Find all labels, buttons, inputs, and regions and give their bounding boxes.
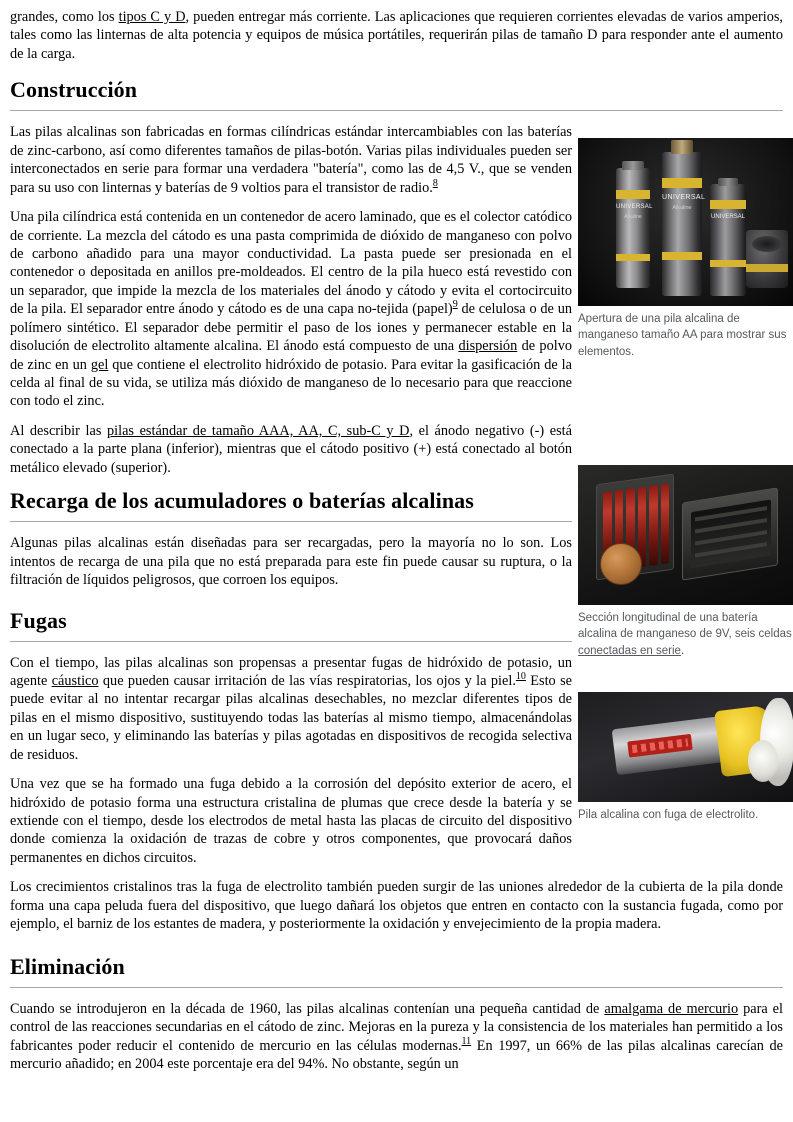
battery-type-label: Alkaline — [624, 214, 642, 220]
reference-marker-10[interactable]: 10 — [515, 671, 526, 683]
paragraph-construccion-3 — [10, 422, 572, 477]
paragraph-text: para el control de las reacciones secundarias en el cátodo de zinc. Mejoras en la pureza y la consistencia de los materiales han permitido a los fabricantes poder reducir el contenido de mercurio en las células modernas. — [10, 1000, 783, 1054]
battery-band-lower — [616, 254, 650, 261]
battery-cap — [622, 161, 644, 170]
battery-label-band — [627, 734, 692, 758]
battery-illustration-2 — [662, 152, 706, 296]
battery-cell — [649, 485, 658, 566]
paragraph-text: grandes, como los — [10, 9, 119, 25]
paragraph-text: que contiene el electrolito hidróxido de potasio. Para evitar la gasificación de la celda al final de su vida, se utiliza más dióxido de manganeso de lo necesario para que reaccione con todo el zinc. — [10, 356, 572, 410]
section-heading-eliminacion — [10, 954, 783, 988]
battery-band-lower — [662, 252, 702, 260]
heading-text: Construcción — [10, 77, 138, 103]
reference-marker-8[interactable]: 8 — [432, 177, 438, 189]
paragraph-text: , pueden entregar más corriente. Las aplicaciones que requieren corrientes elevadas de varios amperios, tales como las linternas de alta potencia y equipos de música portátiles, requerirán pilas de tamaño D para responder ante el aumento de la carga. — [10, 9, 783, 62]
heading-text: Eliminación — [10, 953, 125, 979]
figure-9v-image — [578, 465, 793, 605]
battery-brand-label: UNIVERSAL — [662, 194, 706, 201]
paragraph-construccion-1 — [10, 123, 572, 197]
paragraph-construccion-2 — [10, 208, 572, 411]
paragraph-text: Cuando se introdujeron en la década de 1960, las pilas alcalinas contenían una pequeña cantidad de — [10, 1000, 605, 1017]
paragraph-fugas-2: Una vez que se ha formado una fuga debido a la corrosión del depósito exterior de acero, el hidróxido de potasio forma una estructura cristalina de plumas que crece desde la batería y se extiende con el tiempo, desde los electrodos de metal hasta las placas de circuito del dispositivo donde comienza la oxidación de trazas de cobre y otros componentes, que provocará daños permanentes en dichos circuitos. — [10, 776, 572, 866]
section-heading-construccion — [10, 77, 783, 111]
coin-scale-reference — [600, 543, 642, 585]
battery-brand-label: UNIVERSAL — [616, 204, 653, 210]
paragraph-text: de polvo de zinc en un — [10, 338, 573, 373]
figure-leak-image — [578, 692, 793, 802]
battery-casing-interior — [691, 500, 771, 569]
battery-band-lower — [710, 260, 746, 267]
battery-type-label: Alkaline — [672, 205, 692, 211]
section-heading-fugas — [10, 608, 572, 642]
battery-casing-illustration — [746, 230, 788, 288]
battery-cap — [718, 178, 738, 186]
paragraph-text: , el ánodo negativo (-) está conectado a la parte plana (inferior), mientras que el cátodo positivo (+) está conectado al botón metálico elevado (superior). — [10, 422, 573, 476]
paragraph-text: Al describir las — [10, 422, 107, 439]
battery-illustration-3 — [710, 184, 746, 296]
figure-caption-text: Sección longitudinal de una batería alcalina de manganeso de 9V, seis celdas — [578, 612, 792, 641]
reference-marker-9[interactable]: 9 — [452, 299, 458, 311]
paragraph-text: En 1997, un 66% de las pilas alcalinas carecían de mercurio añadido; en 2004 este porcentaje era del 94%. No obstante, según un — [10, 1037, 783, 1072]
inline-link-pilas-estandar[interactable]: pilas estándar de tamaño AAA, AA, C, sub-C y D — [106, 422, 410, 439]
paragraph-eliminacion-1 — [10, 1000, 783, 1074]
figure-caption: Apertura de una pila alcalina de manganeso tamaño AA para mostrar sus elementos. — [578, 313, 787, 358]
battery-empty-casing — [682, 487, 778, 580]
electrolyte-crust-secondary — [748, 740, 778, 782]
paragraph-recarga-1: Algunas pilas alcalinas están diseñadas para ser recargadas, pero la mayoría no lo son. Los intentos de recarga de una pila que no está preparada para este fin puede causar su ruptura, o la filtración de líquidos peligrosos, que corroen los equipos. — [10, 535, 572, 589]
figure-aa-image — [578, 138, 793, 306]
inline-link-gel[interactable]: gel — [90, 356, 109, 373]
paragraph-text: que pueden causar irritación de las vías respiratorias, los ojos y la piel. — [98, 672, 516, 689]
battery-brand-label: UNIVERSAL — [710, 214, 745, 220]
figure-caption-link[interactable]: conectadas en serie — [578, 644, 681, 657]
figure-9v-battery — [578, 465, 793, 659]
inline-link-caustico[interactable]: cáustico — [51, 672, 99, 689]
heading-text: Recarga de los acumuladores o baterías alcalinas — [10, 488, 474, 514]
battery-band — [616, 190, 650, 199]
battery-cell — [661, 483, 670, 564]
paragraph-text: Las pilas alcalinas son fabricadas en formas cilíndricas estándar intercambiables con las baterías de zinc-carbono, así como diferentes tamaños de pilas-botón. Varias pilas individuales pueden ser interconectados en serie para formar una verdadera "batería", como las de 4,5 V., que se venden para su uso con linternas y baterías de 9 voltios para el transistor de radio. — [10, 124, 572, 196]
battery-band — [662, 178, 702, 188]
figure-caption-text-end: . — [680, 644, 685, 657]
paragraph-text: Esto se puede evitar al no intentar recargar pilas alcalinas desechables, no mezclar diferentes tipos de pilas en el mismo dispositivo, sustituyendo todas las baterías al mismo tiempo, almacenándolas en un lugar seco, y eliminando las baterías y pilas agotadas en dispositivos de recogida selectiva de residuos. — [10, 672, 572, 763]
paragraph-text: Una pila cilíndrica está contenida en un contenedor de acero laminado, que es el colector catódico de corriente. La mezcla del cátodo es una pasta comprimida de dióxido de manganeso con polvo de carbono añadido para una mayor conductividad. La pasta puede ser presionada en el contenedor o depositada en anillos pre-moldeados. El centro de la pila hueco está revestido con un separador, que impide la mezcla de los materiales del ánodo y cátodo y evita el cortocircuito de la pila. El separador entre ánodo y cátodo es de una capa no-tejida (papel) — [10, 209, 572, 318]
battery-band — [710, 200, 746, 209]
reference-marker-11[interactable]: 11 — [461, 1035, 472, 1047]
battery-electrode — [671, 140, 693, 154]
inline-link-tipos-cd[interactable]: tipos C y D — [118, 9, 186, 25]
paragraph-fugas-3: Los crecimientos cristalinos tras la fuga de electrolito también pueden surgir de las uniones alrededor de la cubierta de la pila donde forma una capa peluda fuera del dispositivo, que luego dañará los objetos que entren en contacto con la sustancia fugada, como por ejemplo, el barniz de los estantes de madera, y posteriormente la oxidación y envejecimiento de la propia madera. — [10, 879, 783, 933]
inline-link-dispersion[interactable]: dispersión — [458, 338, 518, 355]
paragraph-intro — [10, 8, 783, 63]
paragraph-fugas-1 — [10, 654, 572, 765]
paragraph-text: de celulosa o de un polímero sintético. El separador debe permitir el paso de los iones y permanecer estable en la disolución de electrolito altamente alcalina. El ánodo está compuesto de una — [10, 301, 572, 355]
battery-illustration-1 — [616, 168, 653, 288]
figure-leaking-battery — [578, 692, 793, 823]
figure-caption — [578, 610, 793, 659]
inline-link-amalgama-mercurio[interactable]: amalgama de mercurio — [604, 1000, 739, 1017]
battery-casing-band — [746, 264, 788, 272]
paragraph-text: Con el tiempo, las pilas alcalinas son propensas a presentar fugas de hidróxido de potasio, un agente — [10, 654, 572, 689]
figure-aa-battery — [578, 138, 793, 360]
figure-caption: Pila alcalina con fuga de electrolito. — [578, 809, 759, 821]
battery-casing-opening — [752, 236, 782, 252]
heading-text: Fugas — [10, 607, 67, 633]
section-heading-recarga — [10, 488, 572, 522]
